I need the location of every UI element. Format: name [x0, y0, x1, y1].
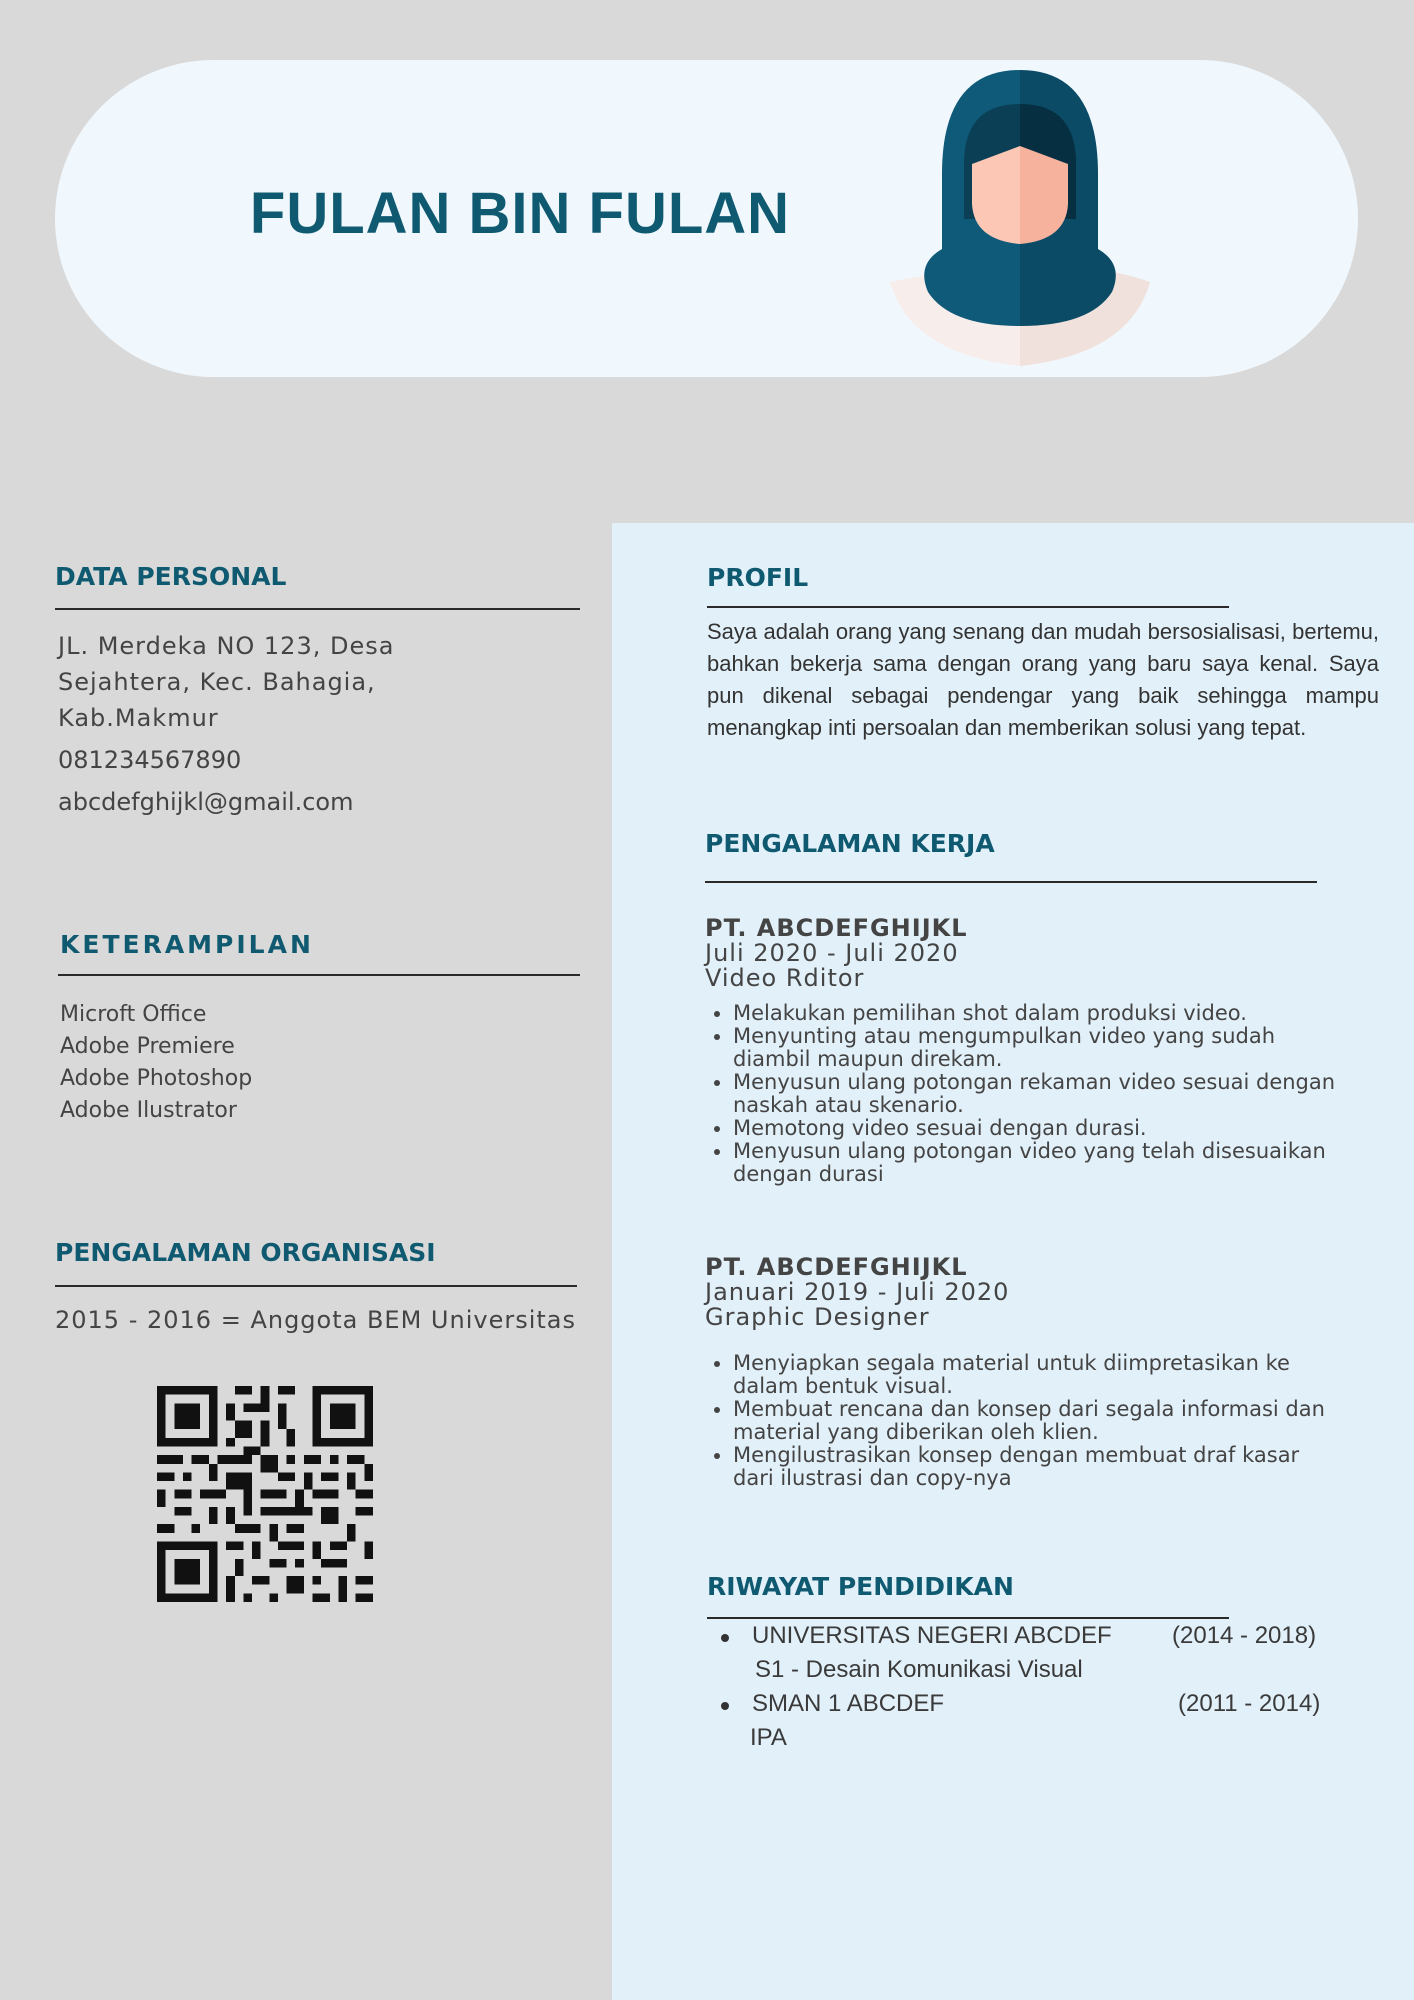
experience-divider [705, 881, 1317, 883]
profile-title: PROFIL [707, 563, 809, 592]
list-item: Adobe Premiere [60, 1034, 235, 1059]
organization-entry: 2015 - 2016 = Anggota BEM Universitas [55, 1306, 577, 1334]
list-item: • Menyusun ulang potongan rekaman video sesuai dengan naskah atau skenario. [733, 1071, 1345, 1117]
job-role: Graphic Designer [705, 1303, 930, 1331]
job-company: PT. ABCDEFGHIJKL [705, 914, 968, 942]
school-years: (2011 - 2014) [1178, 1690, 1321, 1717]
list-item: • Menyusun ulang potongan video yang telah disesuaikan dengan durasi [733, 1140, 1345, 1186]
job-role: Video Rditor [705, 964, 865, 992]
school-years: (2014 - 2018) [1172, 1622, 1317, 1649]
school-detail: IPA [750, 1724, 787, 1751]
avatar [880, 64, 1160, 376]
list-item: • Memotong video sesuai dengan durasi. [733, 1117, 1345, 1140]
person-name: FULAN BIN FULAN [249, 181, 791, 246]
address-line: JL. Merdeka NO 123, Desa [58, 632, 395, 660]
personal-divider [55, 608, 580, 610]
school-detail: S1 - Desain Komunikasi Visual [755, 1656, 1083, 1683]
list-item: • Menyunting atau mengumpulkan video yang sudah diambil maupun direkam. [733, 1025, 1345, 1071]
school-name: UNIVERSITAS NEGERI ABCDEF [752, 1622, 1112, 1649]
list-item [715, 1620, 1335, 1654]
job-company: PT. ABCDEFGHIJKL [705, 1253, 968, 1281]
job-tasks [705, 1352, 1345, 1490]
job-entry [705, 916, 1345, 1186]
education-title: RIWAYAT PENDIDIKAN [707, 1572, 1014, 1601]
job-period: Januari 2019 - Juli 2020 [705, 1278, 1010, 1306]
profile-text: Saya adalah orang yang senang dan mudah bersosialisasi, bertemu, bahkan bekerja sama dengan orang yang baru saya kenal. Saya pun dikenal sebagai pendengar yang baik sehingga mampu menangkap inti persoalan dan memberikan solusi yang tepat. [707, 619, 1379, 740]
bullet-icon [721, 1634, 729, 1642]
list-item: • Mengilustrasikan konsep dengan membuat draf kasar dari ilustrasi dan copy-nya [733, 1444, 1345, 1490]
email-address: abcdefghijkl@gmail.com [58, 788, 354, 816]
personal-title: DATA PERSONAL [55, 562, 287, 591]
organization-title: PENGALAMAN ORGANISASI [55, 1238, 436, 1267]
school-name: SMAN 1 ABCDEF [752, 1690, 945, 1717]
skills-list [60, 999, 560, 1127]
list-item: Microft Office [60, 1002, 207, 1027]
list-item: • Membuat rencana dan konsep dari segala informasi dan material yang diberikan oleh klien. [733, 1398, 1345, 1444]
qr-code [157, 1386, 373, 1602]
education-divider [707, 1617, 1229, 1619]
list-item [715, 1688, 1335, 1722]
job-tasks [705, 1002, 1345, 1186]
job-entry [705, 1255, 1345, 1490]
phone-number: 081234567890 [58, 746, 242, 774]
bullet-icon [721, 1702, 729, 1710]
education-list [715, 1620, 1355, 1760]
address-line: Kab.Makmur [58, 704, 219, 732]
organization-divider [55, 1285, 577, 1287]
list-item: • Menyiapkan segala material untuk diimpretasikan ke dalam bentuk visual. [733, 1352, 1345, 1398]
skills-title: KETERAMPILAN [60, 930, 314, 959]
address-line: Sejahtera, Kec. Bahagia, [58, 668, 376, 696]
profile-divider [707, 606, 1229, 608]
job-period: Juli 2020 - Juli 2020 [705, 939, 959, 967]
list-item: • Melakukan pemilihan shot dalam produksi video. [733, 1002, 1345, 1025]
list-item: Adobe Ilustrator [60, 1098, 237, 1123]
experience-title: PENGALAMAN KERJA [705, 829, 995, 858]
skills-divider [58, 974, 580, 976]
personal-info [58, 628, 578, 820]
list-item: Adobe Photoshop [60, 1066, 253, 1091]
